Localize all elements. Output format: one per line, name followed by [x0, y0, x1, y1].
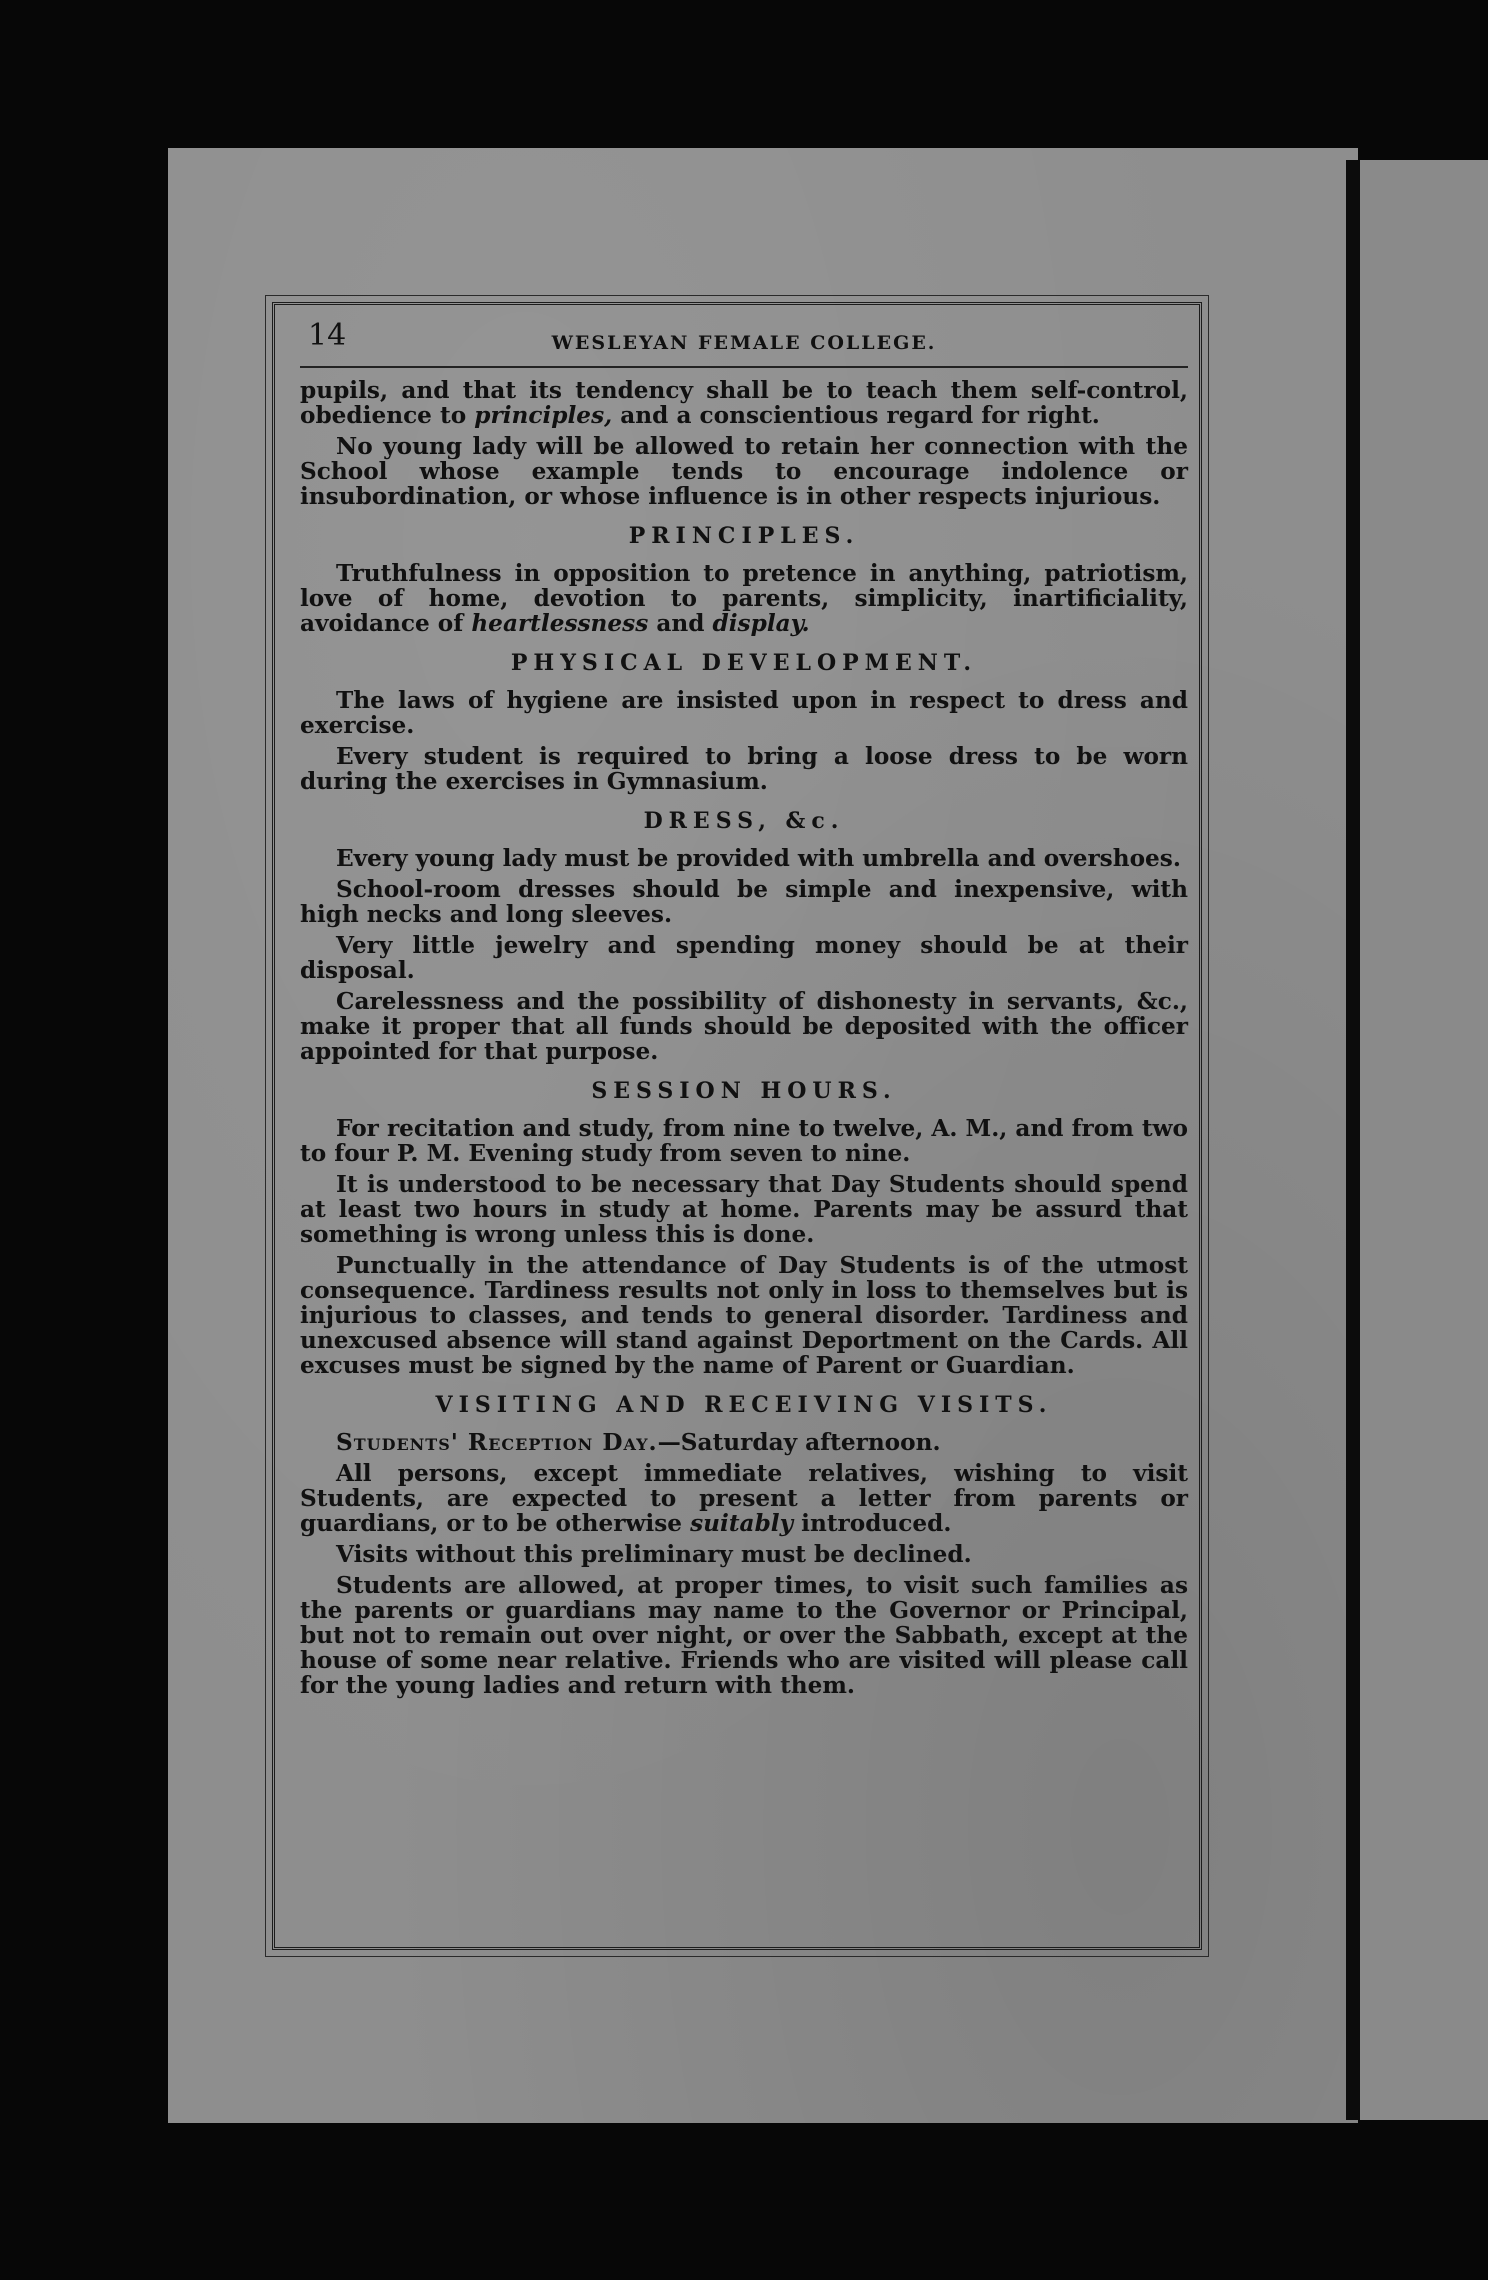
dress-paragraph-2: School-room dresses should be simple and inexpensive, with high necks and long sleeves. — [300, 876, 1188, 928]
dress-paragraph-1: Every young lady must be provided with umbrella and overshoes. — [336, 845, 1181, 872]
visiting-paragraph-1 — [300, 1461, 1188, 1536]
dress-paragraph-3: Very little jewelry and spending money should be at their disposal. — [300, 932, 1188, 984]
physical-paragraph-2: Every student is required to bring a loose dress to be worn during the exercises in Gymnasium. — [300, 743, 1188, 795]
visiting-tail: introduced. — [793, 1510, 952, 1537]
session-heading: SESSION HOURS. — [591, 1078, 897, 1104]
session-paragraph-3: Punctually in the attendance of Day Students is of the utmost consequence. Tardiness results not only in loss to themselves but is injurious to classes, and tends to general disorder. Tardiness and unexcused absence will stand against Deportment on the Cards. All excuses must be signed by the name of Parent or Guardian. — [300, 1252, 1188, 1379]
adjacent-page-edge — [1360, 160, 1488, 2120]
dress-heading: DRESS, &c. — [643, 808, 845, 834]
page-number: 14 — [308, 318, 347, 353]
physical-paragraph-1: The laws of hygiene are insisted upon in respect to dress and exercise. — [300, 687, 1188, 739]
principles-text: Truthfulness in opposition to pretence in anything, patriotism, love of home, devotion to parents, simplicity, inartificiality, avoidance of — [300, 560, 1188, 637]
running-title: WESLEYAN FEMALE COLLEGE. — [551, 332, 937, 354]
visiting-paragraph-3: Students are allowed, at proper times, to visit such families as the parents or guardians may name to the Governor or Principal, but not to remain out over night, or over the Sabbath, except at the house of some near relative. Friends who are visited will please call for the young ladies and return with them. — [300, 1572, 1188, 1699]
page-content — [300, 314, 1188, 1704]
visiting-heading: VISITING AND RECEIVING VISITS. — [435, 1392, 1053, 1418]
visiting-paragraph-2: Visits without this preliminary must be declined. — [336, 1541, 972, 1568]
principles-mid: and — [648, 610, 713, 637]
principles-emphasis-2: display. — [712, 610, 810, 637]
intro-tail: and a conscientious regard for right. — [612, 402, 1100, 429]
visiting-text: All persons, except immediate relatives, wishing to visit Students, are expected to present a letter from parents or guardians, or to be otherwise — [300, 1460, 1188, 1537]
intro-emphasis: principles, — [474, 402, 613, 429]
principles-heading: PRINCIPLES. — [628, 523, 860, 549]
reception-day-line — [300, 1430, 1188, 1455]
intro-paragraph-1 — [300, 378, 1188, 428]
intro-text: pupils, and that its tendency shall be to teach them self-control, obedience to — [300, 377, 1188, 429]
reception-value: —Saturday afternoon. — [657, 1429, 941, 1456]
visiting-emphasis: suitably — [690, 1510, 794, 1537]
session-paragraph-1: For recitation and study, from nine to twelve, A. M., and from two to four P. M. Evening study from seven to nine. — [300, 1115, 1188, 1167]
principles-paragraph — [300, 561, 1188, 636]
binding-gutter — [1346, 160, 1360, 2120]
session-paragraph-2: It is understood to be necessary that Day Students should spend at least two hours in study at home. Parents may be assurd that something is wrong unless this is done. — [300, 1171, 1188, 1248]
running-header — [300, 314, 1188, 368]
reception-label: Students' Reception Day. — [336, 1429, 658, 1456]
intro-paragraph-2: No young lady will be allowed to retain her connection with the School whose example tends to encourage indolence or insubordination, or whose influence is in other respects injurious. — [300, 433, 1188, 510]
physical-heading: PHYSICAL DEVELOPMENT. — [510, 650, 978, 676]
principles-emphasis-1: heartlessness — [471, 610, 649, 637]
dress-paragraph-4: Carelessness and the possibility of dishonesty in servants, &c., make it proper that all funds should be deposited with the officer appointed for that purpose. — [300, 988, 1188, 1065]
